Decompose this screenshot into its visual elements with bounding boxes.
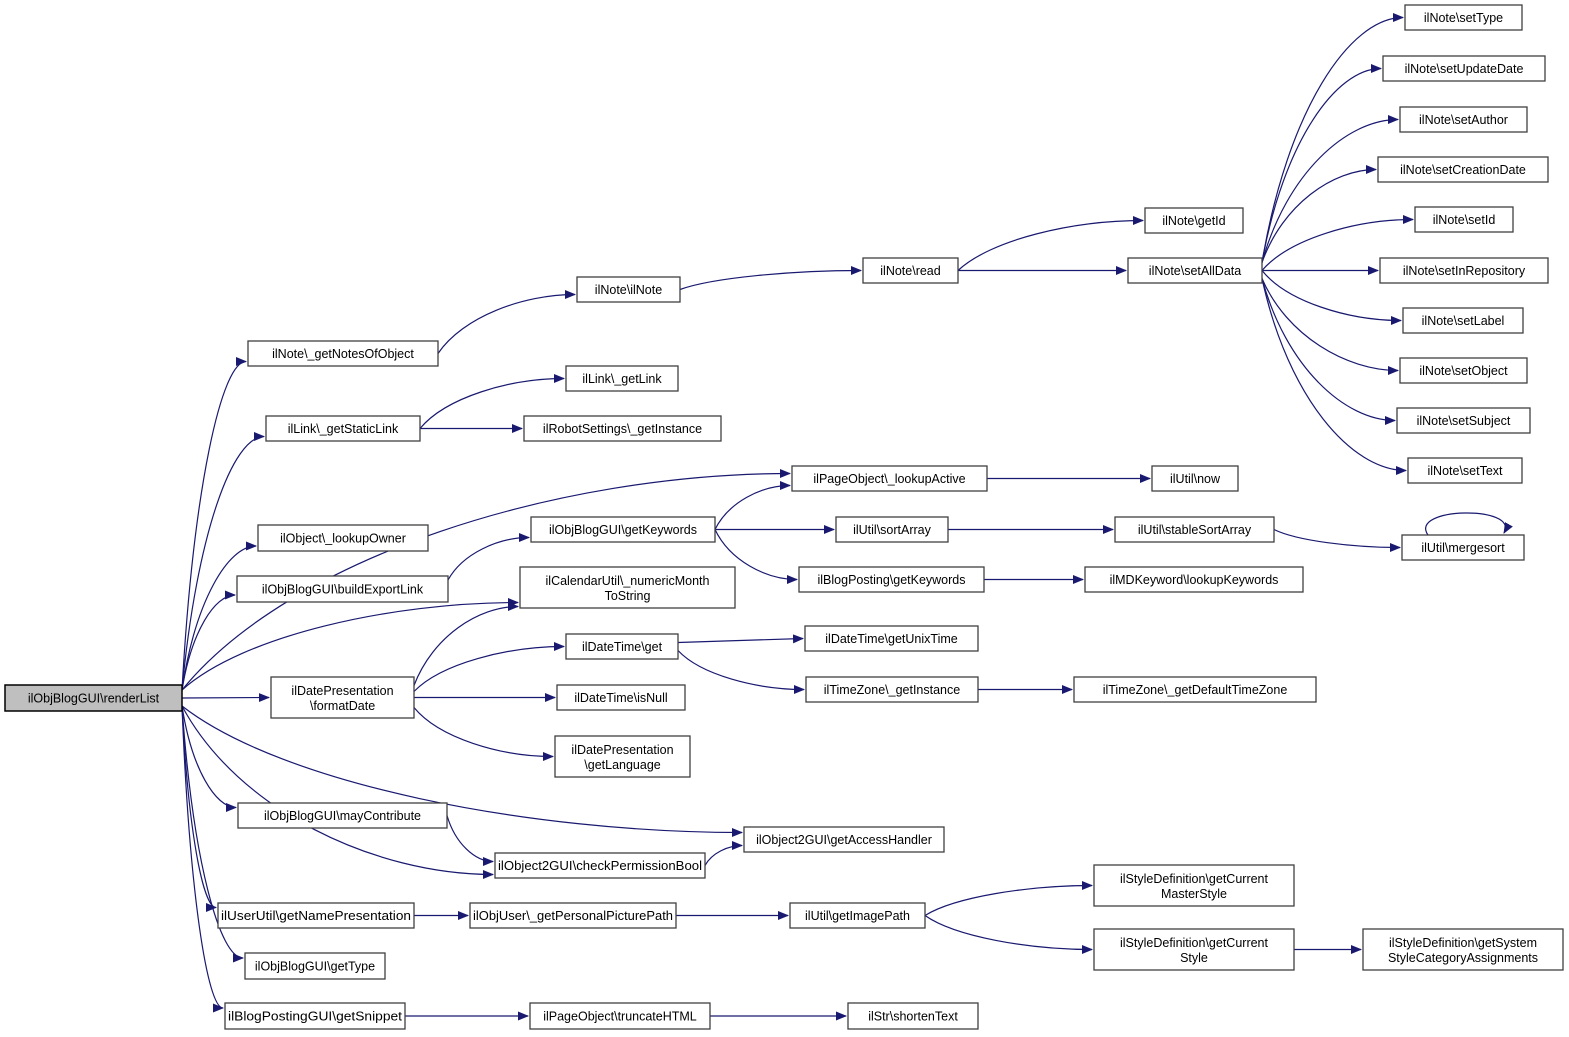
node-checkPermissionBool[interactable] [495,853,705,878]
node-setSubject[interactable] [1397,408,1530,433]
node-label-sysStyleCat: ilStyleDefinition\getSystem StyleCategoryAssignments [1387,936,1539,965]
node-getLink[interactable] [566,366,678,391]
node-getUnixTime[interactable] [805,626,978,651]
node-blogPostingGetKeywords[interactable] [799,567,984,592]
node-label-robotGetInstance: ilRobotSettings\_getInstance [542,422,703,436]
edge-renderList-getSnippet [182,706,223,1008]
node-getNamePresentation[interactable] [218,903,414,928]
edge-renderList-checkPermissionBool [182,706,493,875]
node-label-personalPicturePath: ilObjUser\_getPersonalPicturePath [473,909,674,923]
node-label-ilNote: ilNote\ilNote [594,283,663,297]
edge-setAllData-setType [1262,18,1403,263]
edge-mergesort-mergesort [1426,513,1506,535]
node-formatDate[interactable] [271,677,414,718]
node-getNotesOfObject[interactable] [248,341,438,366]
node-renderList[interactable] [5,685,182,711]
edge-buildExportLink-getKeywords [448,538,529,581]
node-masterStyle[interactable] [1094,865,1294,906]
node-label-setLabel: ilNote\setLabel [1421,314,1505,328]
node-label-lookupActive: ilPageObject\_lookupActive [813,472,966,486]
node-label-getAccessHandler: ilObject2GUI\getAccessHandler [756,833,932,847]
node-label-tzGetInstance: ilTimeZone\_getInstance [823,683,961,697]
edge-setAllData-setObject [1262,279,1398,371]
node-lookupOwner[interactable] [258,525,428,551]
node-label-setText: ilNote\setText [1427,464,1503,478]
node-mayContribute[interactable] [238,803,447,828]
edge-formatDate-getLanguage [414,708,553,757]
node-getKeywords[interactable] [531,517,715,542]
edge-dtGet-getUnixTime [678,639,803,643]
edge-getNotesOfObject-ilNote [438,295,575,354]
node-label-getId: ilNote\getId [1162,214,1226,228]
node-setType[interactable] [1405,5,1522,30]
edge-read-getId [958,221,1143,271]
node-label-mergesort: ilUtil\mergesort [1421,541,1505,555]
node-label-now: ilUtil\now [1169,472,1221,486]
node-sysStyleCat[interactable] [1363,929,1563,970]
edge-dtGet-tzGetInstance [678,651,804,690]
node-label-blogPostingGetKeywords: ilBlogPosting\getKeywords [817,573,966,587]
node-numericMonth[interactable] [520,567,735,608]
node-label-dtGet: ilDateTime\get [581,640,663,654]
edge-getImagePath-currentStyle [925,916,1092,950]
node-label-stableSortArray: ilUtil\stableSortArray [1137,523,1252,537]
node-personalPicturePath[interactable] [470,903,676,928]
node-tzDefault[interactable] [1074,677,1316,702]
node-label-setCreationDate: ilNote\setCreationDate [1400,163,1526,177]
node-robotGetInstance[interactable] [524,416,721,441]
node-setAllData[interactable] [1128,258,1262,283]
edge-checkPermissionBool-getAccessHandler [705,846,742,866]
node-read[interactable] [863,258,958,283]
edge-formatDate-dtGet [414,647,564,692]
edge-renderList-lookupOwner [182,546,256,690]
node-sortArray[interactable] [836,517,948,542]
node-setInRepository[interactable] [1380,258,1548,283]
node-label-setAuthor: ilNote\setAuthor [1419,113,1508,127]
node-setText[interactable] [1408,458,1522,483]
edge-getKeywords-lookupActive [715,486,790,530]
edge-mayContribute-checkPermissionBool [447,816,493,862]
node-label-lookupKeywords: ilMDKeyword\lookupKeywords [1109,573,1279,587]
node-setCreationDate[interactable] [1378,157,1548,182]
node-lookupKeywords[interactable] [1085,567,1303,592]
node-getLanguage[interactable] [555,736,690,777]
node-setObject[interactable] [1400,358,1527,383]
node-label-getUnixTime: ilDateTime\getUnixTime [825,632,958,646]
node-setUpdateDate[interactable] [1383,56,1545,81]
edge-setAllData-setAuthor [1262,120,1398,263]
node-label-setSubject: ilNote\setSubject [1416,414,1511,428]
node-label-read: ilNote\read [880,264,941,278]
node-label-getSnippet: ilBlogPostingGUI\getSnippet [228,1009,403,1024]
node-label-lookupOwner: ilObject\_lookupOwner [280,531,406,546]
node-getImagePath[interactable] [790,903,925,928]
edge-renderList-getStaticLink [182,437,264,691]
node-label-tzDefault: ilTimeZone\_getDefaultTimeZone [1102,683,1288,697]
node-label-setType: ilNote\setType [1423,11,1504,25]
node-currentStyle[interactable] [1094,929,1294,970]
node-label-buildExportLink: ilObjBlogGUI\buildExportLink [261,582,424,597]
node-label-setId: ilNote\setId [1432,213,1496,227]
node-getSnippet[interactable] [225,1003,405,1029]
node-setLabel[interactable] [1403,308,1523,333]
node-label-masterStyle: ilStyleDefinition\getCurrent MasterStyle [1120,872,1268,901]
edge-setAllData-setUpdateDate [1262,69,1381,263]
edge-setAllData-setSubject [1262,279,1395,421]
node-label-setUpdateDate: ilNote\setUpdateDate [1404,62,1524,76]
edge-renderList-buildExportLink [182,595,235,690]
node-getId[interactable] [1145,208,1243,233]
edge-stableSortArray-mergesort [1274,530,1400,548]
node-getAccessHandler[interactable] [744,827,944,852]
node-dtGet[interactable] [566,634,678,659]
node-label-getStaticLink: ilLink\_getStaticLink [287,422,399,436]
node-ilNote[interactable] [577,277,680,302]
node-getType[interactable] [245,953,385,979]
node-shortenText[interactable] [848,1003,978,1029]
node-label-getNamePresentation: ilUserUtil\getNamePresentation [221,909,412,923]
edge-ilNote-read [680,271,861,290]
node-label-getLink: ilLink\_getLink [582,372,662,386]
node-label-getLanguage: ilDatePresentation \getLanguage [571,743,674,772]
edge-renderList-formatDate [182,698,269,699]
node-getStaticLink[interactable] [266,416,420,441]
node-label-numericMonth: ilCalendarUtil\_numericMonth ToString [545,574,710,603]
node-truncateHTML[interactable] [530,1003,710,1029]
node-label-getNotesOfObject: ilNote\_getNotesOfObject [272,347,414,361]
nodes-layer [5,5,1563,1029]
node-tzGetInstance[interactable] [806,677,978,702]
node-now[interactable] [1152,466,1238,491]
node-label-formatDate: ilDatePresentation \formatDate [291,684,394,713]
node-label-setObject: ilNote\setObject [1419,364,1508,378]
node-isNull[interactable] [557,685,685,710]
node-label-getKeywords: ilObjBlogGUI\getKeywords [549,523,697,537]
node-label-getImagePath: ilUtil\getImagePath [805,909,910,923]
node-label-currentStyle: ilStyleDefinition\getCurrent Style [1120,936,1268,965]
node-label-truncateHTML: ilPageObject\truncateHTML [543,1009,697,1024]
node-label-checkPermissionBool: ilObject2GUI\checkPermissionBool [498,859,702,873]
node-label-renderList: ilObjBlogGUI\renderList [27,691,160,706]
node-setAuthor[interactable] [1400,107,1527,132]
node-label-setInRepository: ilNote\setInRepository [1402,264,1526,278]
node-label-mayContribute: ilObjBlogGUI\mayContribute [263,809,422,823]
node-label-setAllData: ilNote\setAllData [1148,264,1242,278]
edge-getImagePath-masterStyle [925,886,1092,916]
node-stableSortArray[interactable] [1115,517,1274,542]
node-label-isNull: ilDateTime\isNull [574,691,668,705]
node-label-sortArray: ilUtil\sortArray [853,523,931,537]
node-setId[interactable] [1415,207,1513,232]
node-buildExportLink[interactable] [237,576,448,602]
node-label-shortenText: ilStr\shortenText [868,1009,958,1024]
node-label-getType: ilObjBlogGUI\getType [254,959,376,974]
node-lookupActive[interactable] [792,466,987,491]
edge-formatDate-numericMonth [414,607,518,686]
node-mergesort[interactable] [1402,535,1524,560]
edge-setAllData-setText [1262,279,1406,471]
